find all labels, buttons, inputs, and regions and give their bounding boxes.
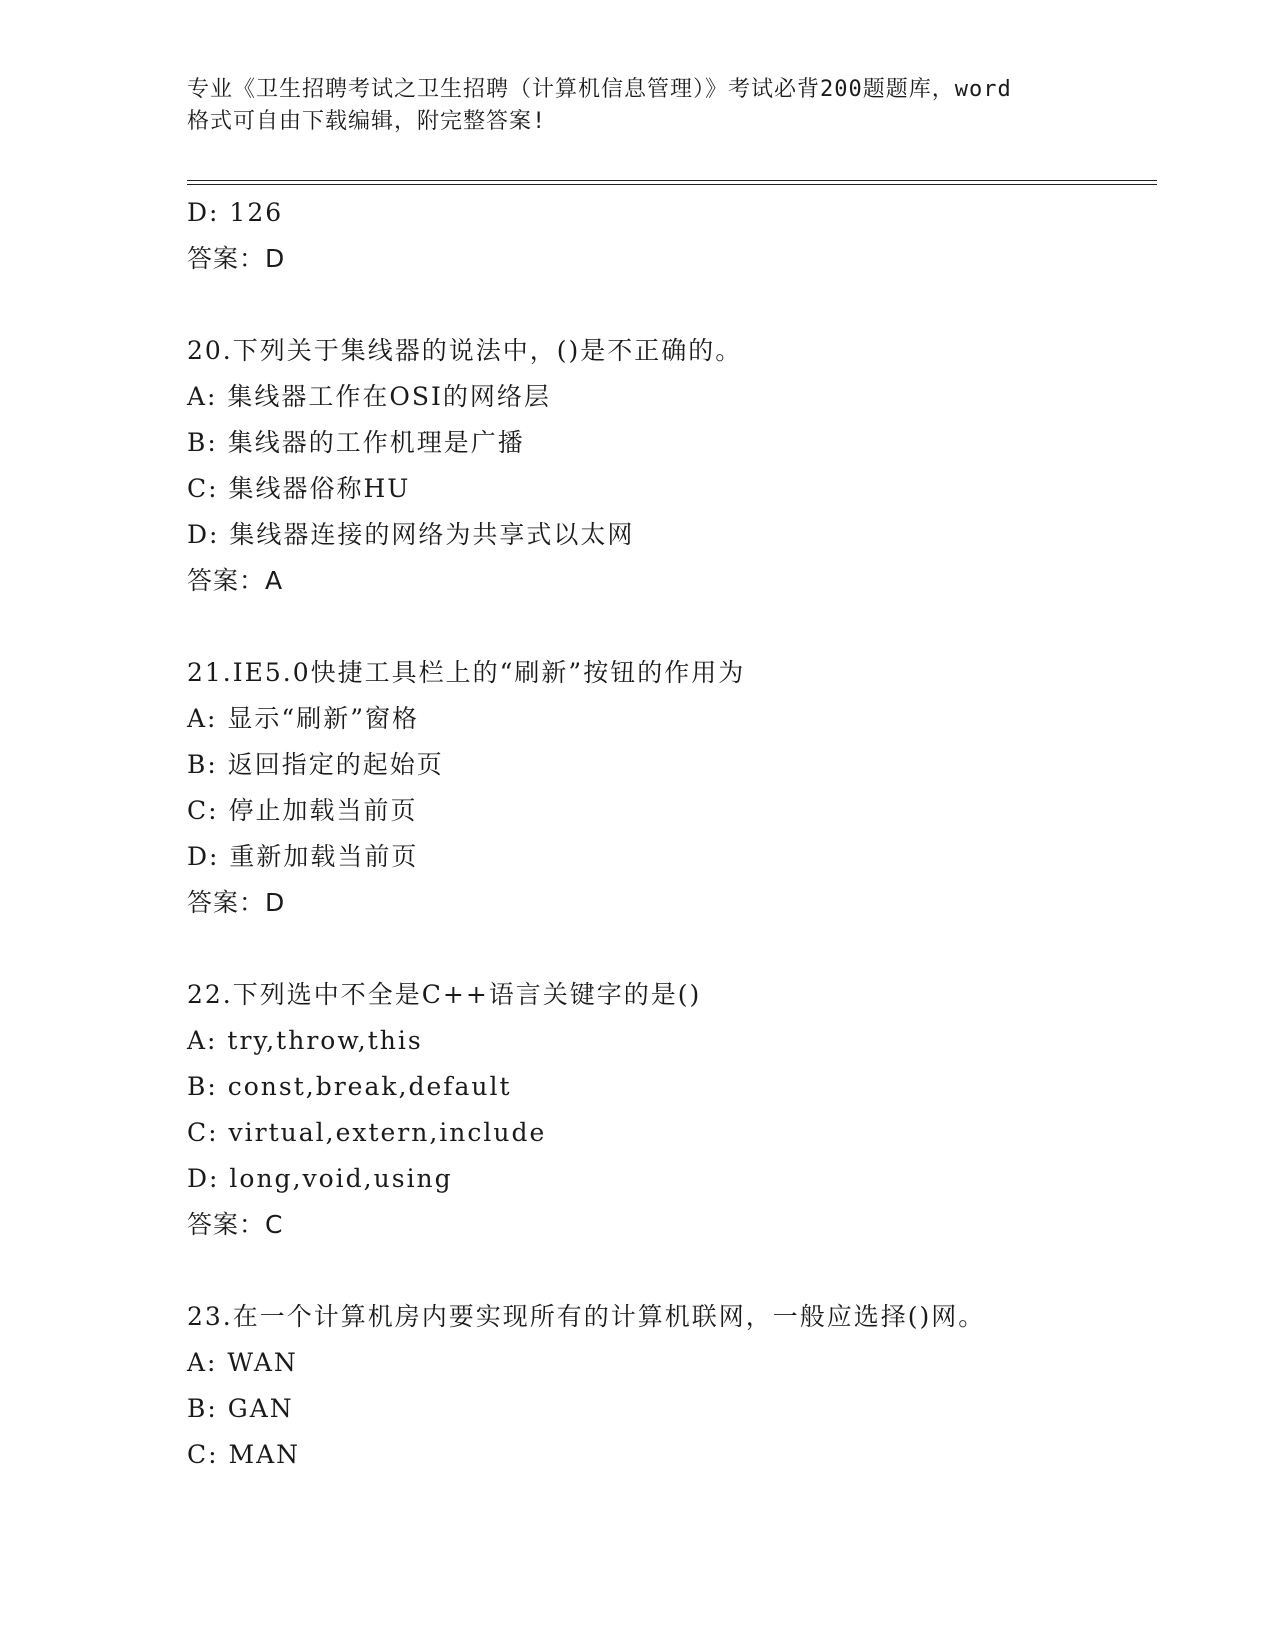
- answer-line: 答案：D: [187, 888, 286, 917]
- option-b: B: GAN: [187, 1394, 294, 1423]
- question-stem: 21.IE5.0快捷工具栏上的“刷新”按钮的作用为: [187, 658, 746, 687]
- option-a: A: 显示“刷新”窗格: [187, 704, 419, 733]
- previous-question-tail: [187, 190, 1147, 282]
- answer-line: 答案：C: [187, 1210, 284, 1239]
- question-list: [187, 190, 1147, 1478]
- document-header: [187, 74, 1087, 138]
- option-d: D: 126: [187, 198, 284, 227]
- option-c: C: 集线器俗称HU: [187, 474, 411, 503]
- answer-line: 答案：D: [187, 244, 286, 273]
- question-22: [187, 972, 1147, 1248]
- answer-line: 答案：A: [187, 566, 284, 595]
- option-b: B: 集线器的工作机理是广播: [187, 428, 525, 457]
- question-stem: 20.下列关于集线器的说法中，()是不正确的。: [187, 336, 743, 365]
- option-c: C: MAN: [187, 1440, 301, 1469]
- question-21: [187, 650, 1147, 926]
- option-d: D: long,void,using: [187, 1164, 453, 1193]
- question-20: [187, 328, 1147, 604]
- option-a: A: WAN: [187, 1348, 298, 1377]
- header-line-2: 格式可自由下载编辑，附完整答案!: [187, 109, 547, 134]
- option-a: A: 集线器工作在OSI的网络层: [187, 382, 551, 411]
- question-23: [187, 1294, 1147, 1478]
- header-divider-bottom: [187, 184, 1157, 185]
- question-stem: 23.在一个计算机房内要实现所有的计算机联网，一般应选择()网。: [187, 1302, 986, 1331]
- option-c: C: 停止加载当前页: [187, 796, 418, 825]
- option-b: B: const,break,default: [187, 1072, 512, 1101]
- option-d: D: 重新加载当前页: [187, 842, 419, 871]
- question-stem: 22.下列选中不全是C++语言关键字的是(): [187, 980, 702, 1009]
- option-c: C: virtual,extern,include: [187, 1118, 547, 1147]
- header-divider-top: [187, 180, 1157, 181]
- option-a: A: try,throw,this: [187, 1026, 423, 1055]
- header-line-1: 专业《卫生招聘考试之卫生招聘（计算机信息管理）》考试必背200题题库，word: [187, 77, 1012, 102]
- option-d: D: 集线器连接的网络为共享式以太网: [187, 520, 635, 549]
- option-b: B: 返回指定的起始页: [187, 750, 444, 779]
